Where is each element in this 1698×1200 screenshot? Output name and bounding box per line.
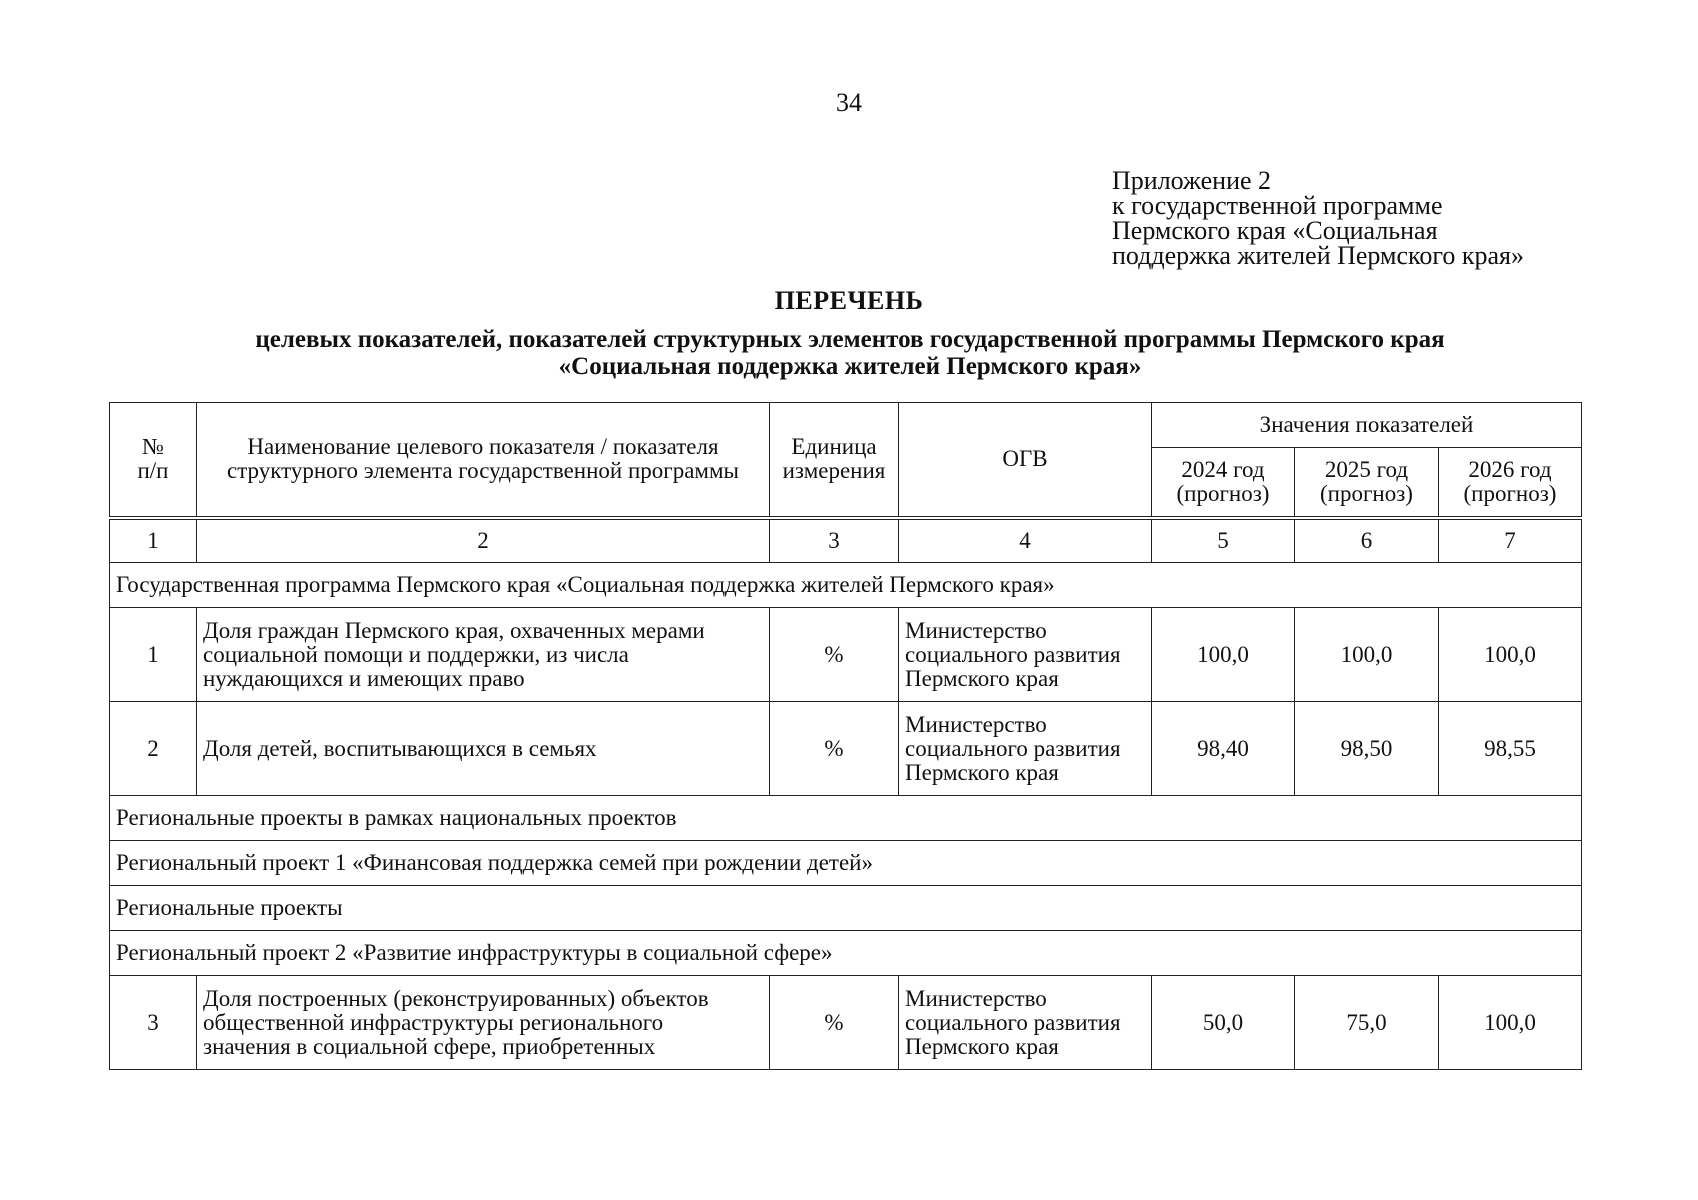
row-value-2024: 50,0 bbox=[1152, 976, 1295, 1070]
column-number: 1 bbox=[110, 518, 197, 563]
row-value-2025: 100,0 bbox=[1295, 608, 1439, 702]
indicators-table bbox=[109, 402, 1582, 1070]
page-number: 34 bbox=[836, 88, 862, 117]
column-number: 5 bbox=[1152, 518, 1295, 563]
column-number: 2 bbox=[197, 518, 770, 563]
table-row bbox=[110, 976, 1582, 1070]
header-unit: Единица измерения bbox=[770, 403, 899, 518]
row-ogv: Министерство социального развития Пермского края bbox=[899, 976, 1152, 1070]
row-name: Доля граждан Пермского края, охваченных мерами социальной помощи и поддержки, из числа нуждающихся и имеющих право bbox=[197, 608, 770, 702]
header-2025: 2025 год (прогноз) bbox=[1295, 448, 1439, 518]
row-num: 3 bbox=[110, 976, 197, 1070]
row-name: Доля детей, воспитывающихся в семьях bbox=[197, 702, 770, 796]
row-ogv: Министерство социального развития Пермского края bbox=[899, 608, 1152, 702]
section-program-heading: Государственная программа Пермского края «Социальная поддержка жителей Пермского края» bbox=[110, 563, 1582, 608]
column-number: 4 bbox=[899, 518, 1152, 563]
row-value-2025: 75,0 bbox=[1295, 976, 1439, 1070]
project-2-heading: Региональный проект 2 «Развитие инфраструктуры в социальной сфере» bbox=[110, 931, 1582, 976]
appendix-note: Приложение 2 к государственной программе Пермского края «Социальная поддержка жителей Пермского края» bbox=[1112, 166, 1524, 270]
section-regional-heading: Региональные проекты bbox=[110, 886, 1582, 931]
header-values-group: Значения показателей bbox=[1152, 403, 1582, 448]
row-unit: % bbox=[770, 976, 899, 1070]
document-title: ПЕРЕЧЕНЬ bbox=[774, 286, 924, 315]
header-name: Наименование целевого показателя / показателя структурного элемента государственной программы bbox=[197, 403, 770, 518]
column-numbers-row bbox=[110, 518, 1582, 563]
row-value-2024: 100,0 bbox=[1152, 608, 1295, 702]
row-num: 2 bbox=[110, 702, 197, 796]
row-ogv: Министерство социального развития Пермского края bbox=[899, 702, 1152, 796]
column-number: 6 bbox=[1295, 518, 1439, 563]
column-number: 7 bbox=[1439, 518, 1582, 563]
row-value-2025: 98,50 bbox=[1295, 702, 1439, 796]
header-num: № п/п bbox=[110, 403, 197, 518]
table-row bbox=[110, 608, 1582, 702]
document-subtitle: целевых показателей, показателей структурных элементов государственной программы Пермского края «Социальная поддержка жителей Пермского края» bbox=[255, 326, 1445, 380]
project-1-heading: Региональный проект 1 «Финансовая поддержка семей при рождении детей» bbox=[110, 841, 1582, 886]
row-value-2026: 98,55 bbox=[1439, 702, 1582, 796]
row-name: Доля построенных (реконструированных) объектов общественной инфраструктуры регионального значения в социальной сфере, приобретенных bbox=[197, 976, 770, 1070]
row-num: 1 bbox=[110, 608, 197, 702]
table-row bbox=[110, 702, 1582, 796]
row-value-2024: 98,40 bbox=[1152, 702, 1295, 796]
row-value-2026: 100,0 bbox=[1439, 976, 1582, 1070]
column-number: 3 bbox=[770, 518, 899, 563]
row-value-2026: 100,0 bbox=[1439, 608, 1582, 702]
header-2024: 2024 год (прогноз) bbox=[1152, 448, 1295, 518]
row-unit: % bbox=[770, 702, 899, 796]
row-unit: % bbox=[770, 608, 899, 702]
header-2026: 2026 год (прогноз) bbox=[1439, 448, 1582, 518]
header-ogv: ОГВ bbox=[899, 403, 1152, 518]
section-national-heading: Региональные проекты в рамках национальных проектов bbox=[110, 796, 1582, 841]
